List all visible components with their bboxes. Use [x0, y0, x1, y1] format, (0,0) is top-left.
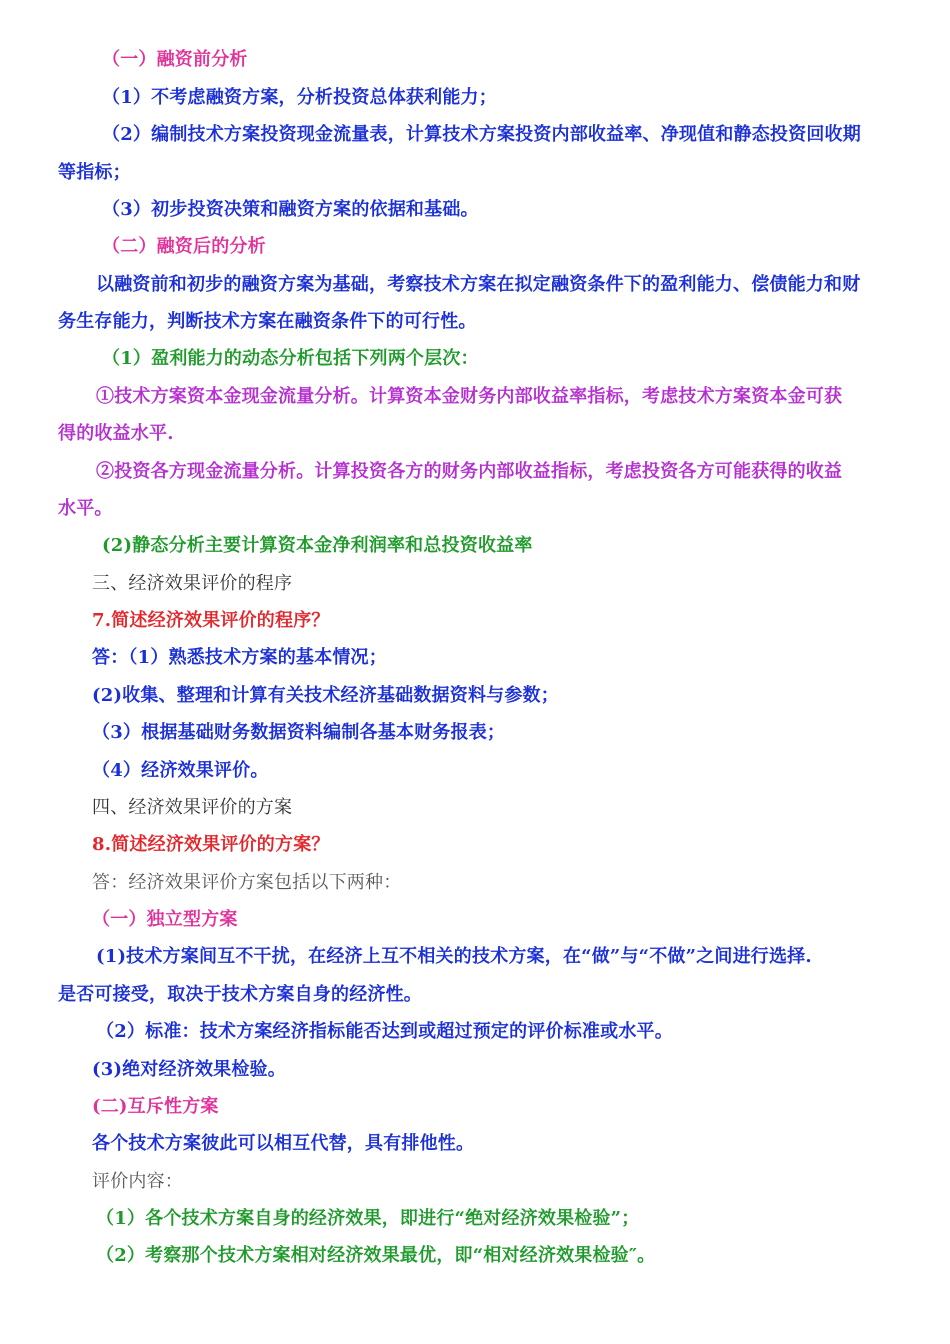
list-item: (1)技术方案间互不干扰，在经济上互不相关的技术方案，在“做”与“不做”之间进行选择. — [96, 946, 812, 967]
list-item: （2）编制技术方案投资现金流量表，计算技术方案投资内部收益率、净现值和静态投资回收期 — [102, 124, 861, 145]
answer-line: 答：（1）熟悉技术方案的基本情况； — [92, 647, 387, 668]
label-evaluation-content: 评价内容： — [92, 1171, 183, 1192]
section-heading-pre-financing: （一）融资前分析 — [102, 49, 248, 70]
list-item: （1）盈利能力的动态分析包括下列两个层次： — [102, 348, 479, 369]
list-item-continuation: 是否可接受，取决于技术方案自身的经济性。 — [58, 984, 422, 1005]
question-7: 7.简述经济效果评价的程序？ — [92, 610, 330, 631]
list-item-continuation: 得的收益水平. — [58, 423, 174, 444]
list-item: （2）标准：技术方案经济指标能否达到或超过预定的评价标准或水平。 — [96, 1021, 673, 1042]
section-heading-post-financing: （二）融资后的分析 — [102, 236, 266, 257]
paragraph: 各个技术方案彼此可以相互代替，具有排他性。 — [92, 1133, 475, 1154]
list-item: (3)绝对经济效果检验。 — [92, 1059, 286, 1080]
list-item-continuation: 水平。 — [58, 498, 113, 519]
list-item: （1）各个技术方案自身的经济效果，即进行“绝对经济效果检验”； — [96, 1208, 640, 1229]
subheading-independent: （一）独立型方案 — [92, 909, 238, 930]
list-item: ②投资各方现金流量分析。计算投资各方的财务内部收益指标，考虑投资各方可能获得的收益 — [96, 461, 843, 482]
section-heading-procedure: 三、经济效果评价的程序 — [92, 573, 293, 594]
paragraph: 以融资前和初步的融资方案为基础，考察技术方案在拟定融资条件下的盈利能力、偿债能力和财 — [96, 274, 861, 295]
section-heading-schemes: 四、经济效果评价的方案 — [92, 797, 293, 818]
list-item: (2)静态分析主要计算资本金净利润率和总投资收益率 — [102, 535, 533, 556]
list-item: （2）考察那个技术方案相对经济效果最优，即“相对经济效果检验″。 — [96, 1245, 656, 1266]
list-item: （1）不考虑融资方案，分析投资总体获利能力； — [102, 87, 497, 108]
list-item: ①技术方案资本金现金流量分析。计算资本金财务内部收益率指标，考虑技术方案资本金可获 — [96, 386, 843, 407]
list-item: （3）初步投资决策和融资方案的依据和基础。 — [102, 199, 479, 220]
answer-line: (2)收集、整理和计算有关技术经济基础数据资料与参数； — [92, 685, 559, 706]
list-item-continuation: 等指标； — [58, 162, 131, 183]
paragraph-continuation: 务生存能力，判断技术方案在融资条件下的可行性。 — [58, 311, 477, 332]
subheading-mutually-exclusive: (二)互斥性方案 — [92, 1096, 219, 1117]
question-8: 8.简述经济效果评价的方案？ — [92, 834, 330, 855]
answer-line: （3）根据基础财务数据资料编制各基本财务报表； — [92, 722, 506, 743]
answer-line: 答：经济效果评价方案包括以下两种： — [92, 872, 402, 893]
answer-line: （4）经济效果评价。 — [92, 760, 269, 781]
